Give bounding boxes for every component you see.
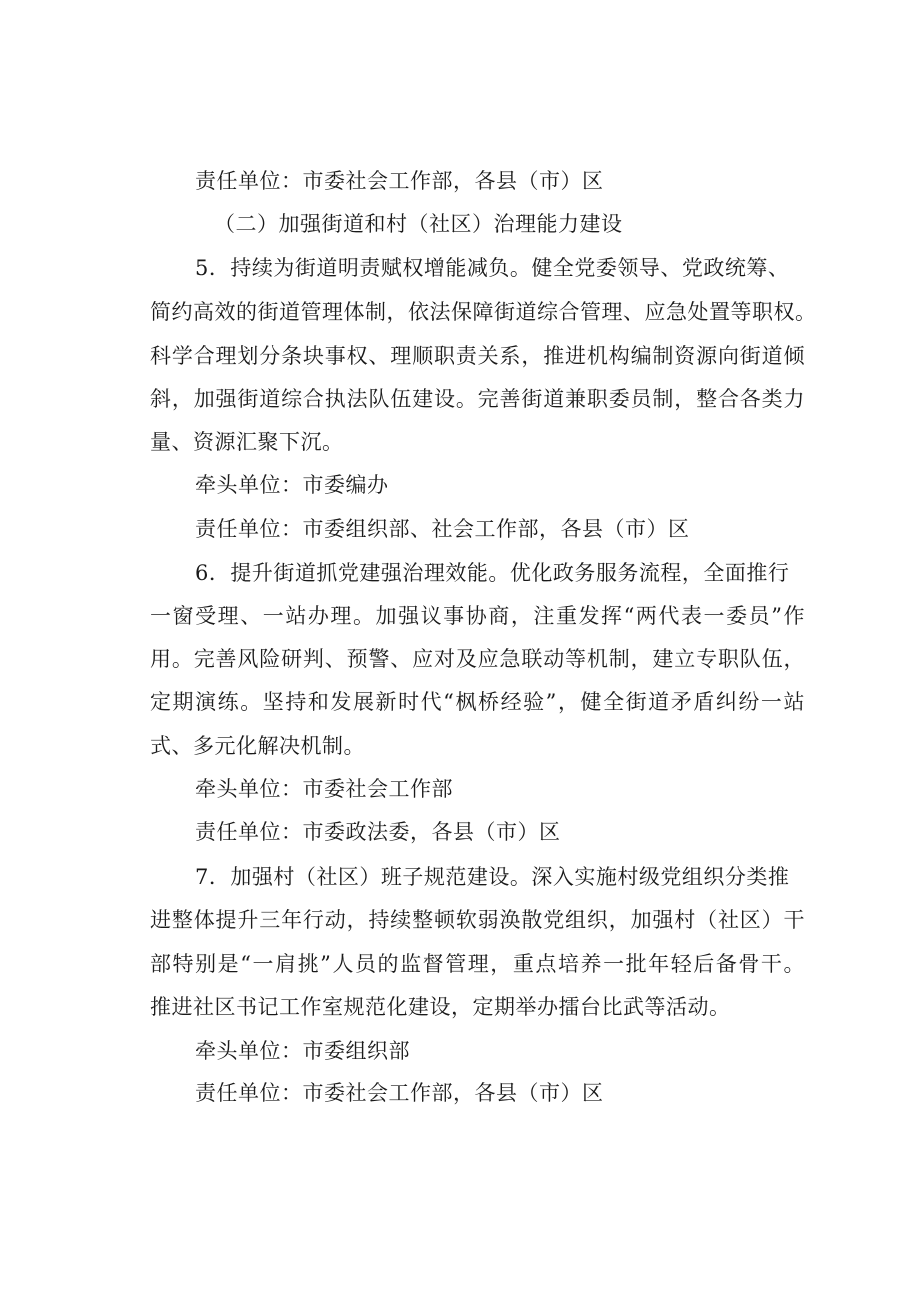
- section-heading: （二）加强街道和村（社区）治理能力建设: [214, 212, 623, 236]
- lead-unit-line: 牵头单位：市委组织部: [195, 1039, 410, 1063]
- item-6-line-1: 6．提升街道抓党建强治理效能。优化政务服务流程，全面推行: [195, 561, 790, 585]
- item-5-line-4: 斜，加强街道综合执法队伍建设。完善街道兼职委员制，整合各类力: [150, 387, 805, 411]
- item-5-line-5: 量、资源汇聚下沉。: [150, 430, 344, 454]
- item-7-line-4: 推进社区书记工作室规范化建设，定期举办擂台比武等活动。: [150, 995, 731, 1019]
- item-6-line-5: 式、多元化解决机制。: [150, 734, 365, 758]
- item-5-line-2: 简约高效的街道管理体制，依法保障街道综合管理、应急处置等职权。: [150, 300, 817, 324]
- responsible-unit-line: 责任单位：市委组织部、社会工作部，各县（市）区: [195, 517, 690, 541]
- item-7-line-1: 7．加强村（社区）班子规范建设。深入实施村级党组织分类推: [195, 865, 790, 889]
- item-7-line-3: 部特别是“一肩挑”人员的监督管理，重点培养一批年轻后备骨干。: [150, 952, 805, 976]
- item-5-line-1: 5．持续为街道明责赋权增能减负。健全党委领导、党政统筹、: [195, 256, 790, 280]
- responsible-unit-line: 责任单位：市委政法委，各县（市）区: [195, 820, 561, 844]
- item-6-line-2: 一窗受理、一站办理。加强议事协商，注重发挥“两代表一委员”作: [150, 604, 805, 628]
- responsible-unit-line: 责任单位：市委社会工作部，各县（市）区: [195, 169, 604, 193]
- item-6-line-4: 定期演练。坚持和发展新时代“枫桥经验”，健全街道矛盾纠纷一站: [150, 690, 805, 714]
- item-7-line-2: 进整体提升三年行动，持续整顿软弱涣散党组织，加强村（社区）干: [150, 908, 805, 932]
- item-6-line-3: 用。完善风险研判、预警、应对及应急联动等机制，建立专职队伍，: [150, 647, 805, 671]
- lead-unit-line: 牵头单位：市委编办: [195, 473, 389, 497]
- item-5-line-3: 科学合理划分条块事权、理顺职责关系，推进机构编制资源向街道倾: [150, 344, 805, 368]
- responsible-unit-line: 责任单位：市委社会工作部，各县（市）区: [195, 1081, 604, 1105]
- lead-unit-line: 牵头单位：市委社会工作部: [195, 777, 453, 801]
